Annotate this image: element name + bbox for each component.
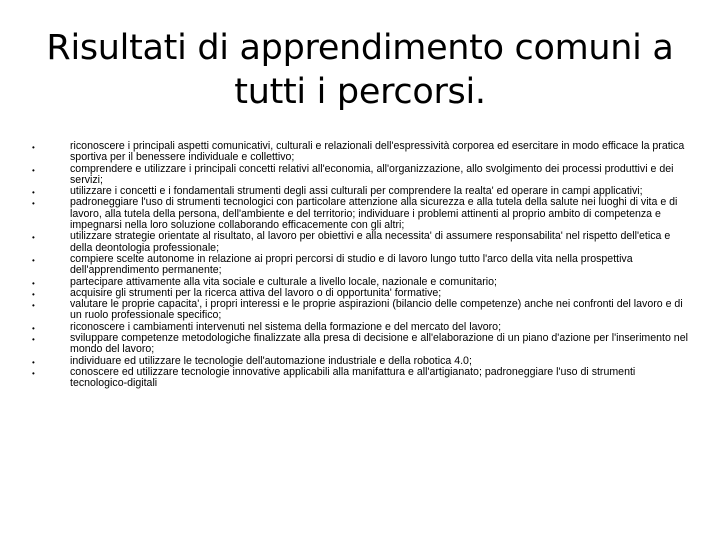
bullet-text: compiere scelte autonome in relazione ai propri percorsi di studio e di lavoro lungo tutto l'arco della vita nella prospettiva dell'apprendimento permanente; — [70, 252, 633, 277]
bullet-dot-icon: • — [32, 165, 35, 175]
bullet-dot-icon: • — [32, 233, 35, 243]
bullet-text: comprendere e utilizzare i principali concetti relativi all'economia, all'organizzazione, allo svolgimento dei processi produttivi e dei servizi; — [70, 162, 674, 186]
bullet-item — [32, 299, 692, 322]
bullet-text: riconoscere i principali aspetti comunicativi, culturali e relazionali dell'espressività corporea ed esercitare in modo efficace la pratica sportiva per il benessere individuale e collettivo; — [70, 140, 685, 164]
bullet-dot-icon: • — [32, 357, 35, 367]
bullet-item — [32, 231, 692, 254]
bullet-item — [32, 164, 692, 187]
bullet-dot-icon: • — [32, 335, 35, 345]
bullet-dot-icon: • — [32, 289, 35, 299]
bullet-text: sviluppare competenze metodologiche finalizzate alla presa di decisione e all'elaborazione di un piano d'azione per l'inserimento nel mondo del lavoro; — [70, 332, 688, 356]
bullet-dot-icon: • — [32, 255, 35, 265]
bullet-dot-icon: • — [32, 368, 35, 378]
bullet-item — [32, 197, 692, 231]
bullet-dot-icon: • — [32, 301, 35, 311]
bullet-item — [32, 254, 692, 277]
bullet-dot-icon: • — [32, 188, 35, 198]
bullet-item — [32, 367, 692, 390]
bullet-dot-icon: • — [32, 278, 35, 288]
bullet-text: valutare le proprie capacita', i propri interessi e le proprie aspirazioni (bilancio delle competenze) anche nei confronti del lavoro e di un ruolo professionale specifico; — [70, 298, 683, 322]
slide-title: Risultati di apprendimento comuni a tutti i percorsi. — [46, 28, 674, 112]
bullet-text: utilizzare i concetti e i fondamentali strumenti degli assi culturali per comprendere la realta' ed operare in campi applicativi; — [70, 185, 643, 198]
bullet-text: riconoscere i cambiamenti intervenuti nel sistema della formazione e del mercato del lavoro; — [70, 320, 502, 333]
bullet-text: utilizzare strategie orientate al risultato, al lavoro per obiettivi e alla necessita' di assumere responsabilita' nel rispetto dell'etica e della deontologia professionale; — [70, 230, 671, 254]
bullet-text: partecipare attivamente alla vita sociale e culturale a livello locale, nazionale e comunitario; — [70, 275, 497, 288]
bullet-text: padroneggiare l'uso di strumenti tecnologici con particolare attenzione alla sicurezza e alla tutela della salute nei luoghi di vita e di lavoro, alla tutela della persona, dell'ambiente e del territorio; individuare i problemi attinenti al proprio ambito di competenza e impegnarsi nella loro soluzione collaborando efficacemente con gli altri; — [70, 196, 678, 232]
bullet-text: conoscere ed utilizzare tecnologie innovative applicabili alla manifattura e all'artigianato; padroneggiare l'uso di strumenti tecnologico-digitali — [70, 365, 636, 390]
bullet-list — [32, 141, 692, 390]
bullet-item — [32, 333, 692, 356]
bullet-text: acquisire gli strumenti per la ricerca attiva del lavoro o di opportunita' formative; — [70, 286, 442, 299]
bullet-dot-icon: • — [32, 199, 35, 209]
bullet-text: individuare ed utilizzare le tecnologie dell'automazione industriale e della robotica 4.0; — [70, 354, 472, 367]
bullet-item — [32, 141, 692, 164]
bullet-dot-icon: • — [32, 323, 35, 333]
bullet-dot-icon: • — [32, 143, 35, 152]
